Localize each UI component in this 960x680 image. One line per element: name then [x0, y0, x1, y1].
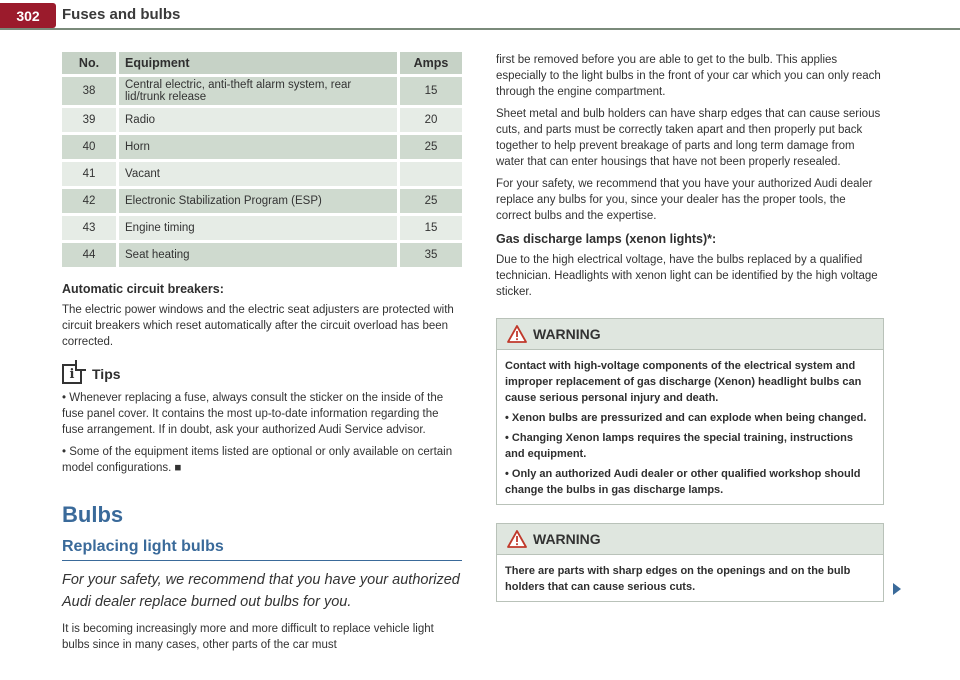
- warning-lead: Contact with high-voltage components of the electrical system and improper replacement of gas discharge (Xenon) headlight bulbs can cause serious personal injury and death.: [505, 360, 862, 404]
- auto-breakers-heading: Automatic circuit breakers:: [62, 282, 224, 296]
- fuse-equipment: Horn: [116, 135, 397, 159]
- table-row: [62, 108, 462, 132]
- warning-header: [497, 524, 883, 555]
- fuse-equipment: Central electric, anti-theft alarm system, rear lid/trunk release: [116, 77, 397, 105]
- paragraph: Sheet metal and bulb holders can have sharp edges that can cause serious cuts, and parts must be correctly taken apart and then properly put back together to help prevent breakage of parts and long term damage from water that can enter housings that have not been properly resealed.: [496, 108, 881, 168]
- warning-box: [496, 523, 884, 602]
- replacing-bulbs-heading: Replacing light bulbs: [62, 538, 462, 561]
- table-row: [62, 162, 462, 186]
- warning-body: [497, 350, 883, 504]
- warning-box: [496, 318, 884, 505]
- warning-header: [497, 319, 883, 350]
- fuse-equipment: Vacant: [116, 162, 397, 186]
- warning-icon: [507, 325, 527, 343]
- body-text: It is becoming increasingly more and more difficult to replace vehicle light bulbs since in many cases, other parts of the car must: [62, 623, 434, 651]
- warning-icon: [507, 530, 527, 548]
- fuse-no: 42: [62, 189, 116, 213]
- fuse-amps: 25: [397, 189, 462, 213]
- gas-discharge-heading: Gas discharge lamps (xenon lights)*:: [496, 232, 717, 246]
- tips-header: [62, 364, 462, 384]
- warning-item: • Only an authorized Audi dealer or other qualified workshop should change the bulbs in gas discharge lamps.: [505, 468, 861, 496]
- fuse-amps: 25: [397, 135, 462, 159]
- fuse-table: [62, 49, 462, 270]
- fuse-amps: 20: [397, 108, 462, 132]
- fuse-equipment: Seat heating: [116, 243, 397, 267]
- fuse-no: 38: [62, 77, 116, 105]
- header-no: No.: [62, 52, 116, 74]
- table-row: [62, 189, 462, 213]
- tip-item: • Some of the equipment items listed are optional or only available on certain model configurations. ■: [62, 446, 453, 474]
- continue-arrow-icon: [893, 583, 901, 595]
- fuse-equipment: Engine timing: [116, 216, 397, 240]
- tips-label: Tips: [92, 366, 121, 382]
- intro-text: For your safety, we recommend that you have your authorized Audi dealer replace burned out bulbs for you.: [62, 572, 460, 610]
- paragraph: Due to the high electrical voltage, have the bulbs replaced by a qualified technician. Headlights with xenon light can be identified by the high voltage sticker.: [496, 254, 878, 298]
- header-rule: [0, 28, 960, 30]
- fuse-amps: 15: [397, 216, 462, 240]
- fuse-no: 40: [62, 135, 116, 159]
- fuse-equipment: Radio: [116, 108, 397, 132]
- fuse-amps: 15: [397, 77, 462, 105]
- right-column: [496, 52, 884, 602]
- paragraph: For your safety, we recommend that you have your authorized Audi dealer replace any bulbs for you, since your dealer has the proper tools, the correct bulbs and the expertise.: [496, 178, 873, 222]
- fuse-amps: [397, 162, 462, 186]
- info-icon: i: [62, 364, 82, 384]
- fuse-table-header: [62, 52, 462, 74]
- fuse-equipment: Electronic Stabilization Program (ESP): [116, 189, 397, 213]
- warning-item: • Xenon bulbs are pressurized and can explode when being changed.: [505, 412, 867, 424]
- auto-breakers-text: The electric power windows and the electric seat adjusters are protected with circuit breakers which reset automatically after the circuit overload has been corrected.: [62, 304, 454, 348]
- warning-item: • Changing Xenon lamps requires the special training, instructions and equipment.: [505, 432, 853, 460]
- left-column: [62, 52, 462, 653]
- warning-body: [497, 555, 883, 601]
- table-row: [62, 77, 462, 105]
- fuse-no: 39: [62, 108, 116, 132]
- fuse-no: 43: [62, 216, 116, 240]
- table-row: [62, 243, 462, 267]
- table-row: [62, 135, 462, 159]
- page-header: [0, 0, 960, 30]
- header-amps: Amps: [397, 52, 462, 74]
- fuse-amps: 35: [397, 243, 462, 267]
- header-equipment: Equipment: [116, 52, 397, 74]
- fuse-no: 41: [62, 162, 116, 186]
- fuse-no: 44: [62, 243, 116, 267]
- tip-item: • Whenever replacing a fuse, always consult the sticker on the inside of the fuse panel cover. It contains the most up-to-date information regarding the fuse arrangement. If in doubt, ask your authorized Audi Service advisor.: [62, 392, 444, 436]
- bulbs-heading: Bulbs: [62, 502, 124, 527]
- section-title: Fuses and bulbs: [62, 6, 181, 23]
- paragraph: first be removed before you are able to get to the bulb. This applies especially to the light bulbs in the front of your car which you can only reach through the engine compartment.: [496, 54, 881, 98]
- table-row: [62, 216, 462, 240]
- warning-text: There are parts with sharp edges on the openings and on the bulb holders that can cause serious cuts.: [505, 565, 851, 593]
- page-number: 302: [0, 3, 56, 28]
- warning-label: WARNING: [533, 531, 601, 547]
- warning-label: WARNING: [533, 326, 601, 342]
